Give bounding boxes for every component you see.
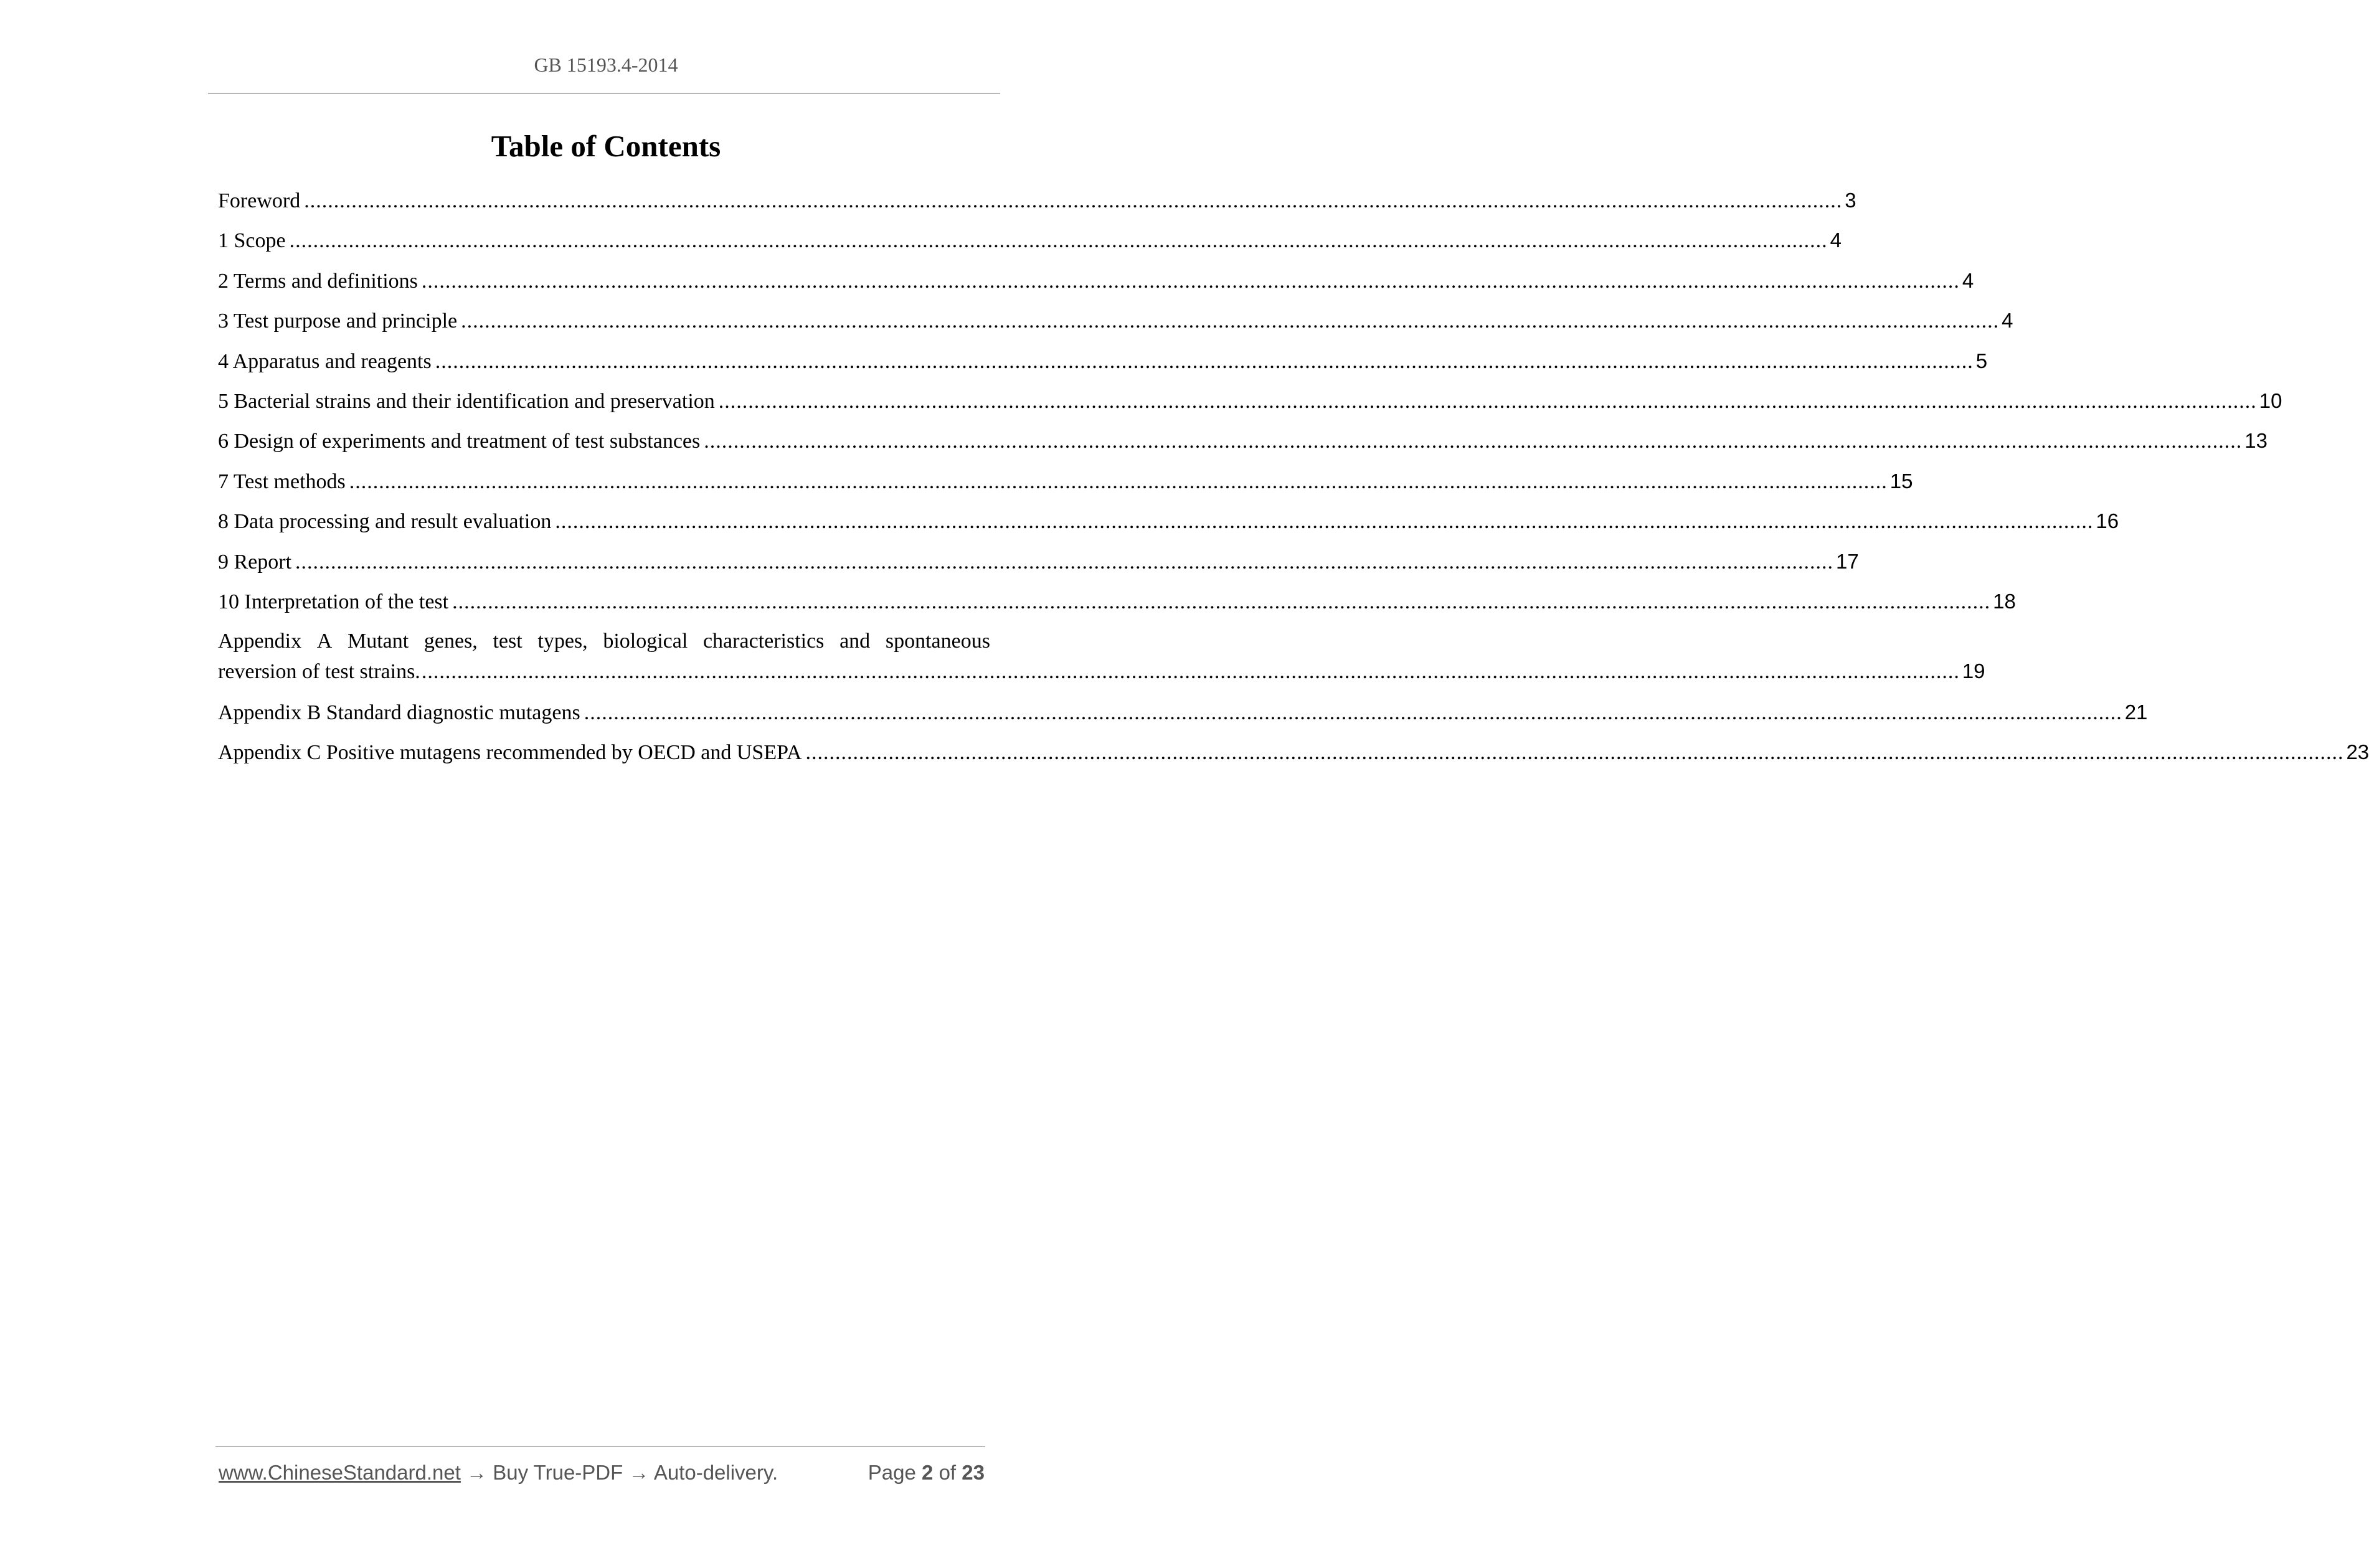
toc-entry-word: characteristics (702, 630, 825, 653)
toc-entry-page: 15 (1889, 469, 1913, 493)
toc-entry-label: 10 Interpretation of the test (218, 590, 449, 613)
toc-leader-dots: .................................................................................................................................................................................................................................................................... (461, 309, 2000, 333)
toc-entry-page: 18 (1993, 589, 2016, 613)
toc-leader-dots: .................................................................................................................................................................................................................................................................... (289, 229, 1828, 253)
toc-leader-dots: .................................................................................................................................................................................................................................................................... (295, 550, 1834, 574)
toc-entry-2[interactable] (218, 266, 1974, 296)
toc-entry-page: 4 (1962, 268, 1974, 292)
toc-entry-4[interactable] (218, 346, 1988, 376)
toc-entry-word: and (839, 630, 871, 653)
toc-entry-10[interactable] (218, 587, 2016, 616)
toc-entry-word: biological (603, 630, 688, 653)
toc-entry-label: 5 Bacterial strains and their identification and preservation (218, 389, 715, 413)
toc-leader-dots: .................................................................................................................................................................................................................................................................... (304, 189, 1843, 212)
toc-leader-dots: .................................................................................................................................................................................................................................................................... (452, 590, 1991, 613)
toc-leader-dots: .................................................................................................................................................................................................................................................................... (421, 660, 1960, 684)
page-total: 23 (962, 1461, 985, 1484)
toc-entry-word: A (316, 630, 333, 653)
toc-leader-dots: .................................................................................................................................................................................................................................................................... (421, 269, 1960, 293)
toc-leader-dots: .................................................................................................................................................................................................................................................................... (805, 741, 2344, 765)
toc-entry-label: 6 Design of experiments and treatment of test substances (218, 430, 701, 453)
toc-entry-page: 13 (2244, 429, 2267, 453)
toc-entry-appendix-a[interactable] (218, 626, 1985, 687)
page-label: Page (868, 1461, 916, 1484)
toc-leader-dots: .................................................................................................................................................................................................................................................................... (435, 349, 1974, 373)
website-link[interactable]: www.ChineseStandard.net (219, 1461, 461, 1484)
toc-entry-page: 4 (1830, 229, 1842, 252)
of-label: of (939, 1461, 957, 1484)
toc-entry-5[interactable] (218, 386, 2282, 416)
toc-entry-0[interactable] (218, 186, 1856, 215)
toc-entry-8[interactable] (218, 506, 2119, 536)
toc-entry-word: Appendix (218, 630, 302, 653)
toc-entry-9[interactable] (218, 547, 1859, 577)
toc-entry-label: 2 Terms and definitions (218, 269, 418, 293)
toc-entry-word: Mutant (348, 630, 409, 653)
toc-entry-label: 8 Data processing and result evaluation (218, 510, 552, 534)
toc-entry-label: Appendix B Standard diagnostic mutagens (218, 701, 580, 724)
toc-entry-word: test (493, 630, 523, 653)
footer-promo (219, 1461, 778, 1485)
toc-entry-label: 9 Report (218, 550, 292, 574)
toc-entry-3[interactable] (218, 306, 2013, 336)
toc-entry-label: Foreword (218, 189, 301, 212)
header-divider (208, 93, 1000, 94)
footer-promo-text: → Buy True-PDF → Auto-delivery. (460, 1461, 778, 1484)
document-id: GB 15193.4-2014 (534, 54, 678, 76)
toc-entry-page: 10 (2259, 389, 2282, 412)
toc-entry-appendix-a-line1 (218, 626, 990, 656)
table-of-contents (218, 186, 2369, 777)
toc-leader-dots: .................................................................................................................................................................................................................................................................... (349, 470, 1888, 493)
toc-entry-1[interactable] (218, 225, 1842, 255)
toc-entry-page: 4 (2002, 309, 2013, 333)
toc-leader-dots: .................................................................................................................................................................................................................................................................... (704, 430, 2243, 453)
toc-entry-page: 23 (2346, 740, 2369, 764)
page-current: 2 (922, 1461, 934, 1484)
page-indicator (868, 1461, 985, 1485)
footer-divider (215, 1446, 985, 1447)
toc-entry-page: 21 (2124, 700, 2148, 724)
toc-entry-page: 16 (2096, 509, 2119, 533)
toc-entry-label: 7 Test methods (218, 470, 346, 493)
toc-leader-dots: .................................................................................................................................................................................................................................................................... (584, 701, 2122, 724)
toc-leader-dots: .................................................................................................................................................................................................................................................................... (555, 510, 2094, 534)
toc-entry-label: Appendix C Positive mutagens recommended by OECD and USEPA (218, 741, 802, 765)
toc-entry-word: types, (537, 630, 588, 653)
toc-entry-word: genes, (423, 630, 478, 653)
page-footer (219, 1461, 985, 1491)
toc-entry-label: reversion of test strains. (218, 660, 420, 684)
toc-heading: Table of Contents (491, 129, 721, 163)
toc-entry-page: 19 (1962, 659, 1985, 683)
toc-entry-appendix-1[interactable] (218, 737, 2369, 767)
toc-entry-6[interactable] (218, 426, 2267, 456)
toc-entry-page: 17 (1836, 549, 1859, 573)
toc-leader-dots: .................................................................................................................................................................................................................................................................... (718, 389, 2257, 413)
toc-entry-word: spontaneous (885, 630, 990, 653)
toc-entry-appendix-0[interactable] (218, 697, 2148, 727)
toc-entry-label: 4 Apparatus and reagents (218, 349, 432, 373)
toc-entry-label: 1 Scope (218, 229, 286, 253)
toc-entry-page: 5 (1975, 349, 1988, 372)
toc-entry-7[interactable] (218, 466, 1913, 496)
toc-entry-label: 3 Test purpose and principle (218, 309, 458, 333)
toc-entry-page: 3 (1845, 189, 1856, 212)
